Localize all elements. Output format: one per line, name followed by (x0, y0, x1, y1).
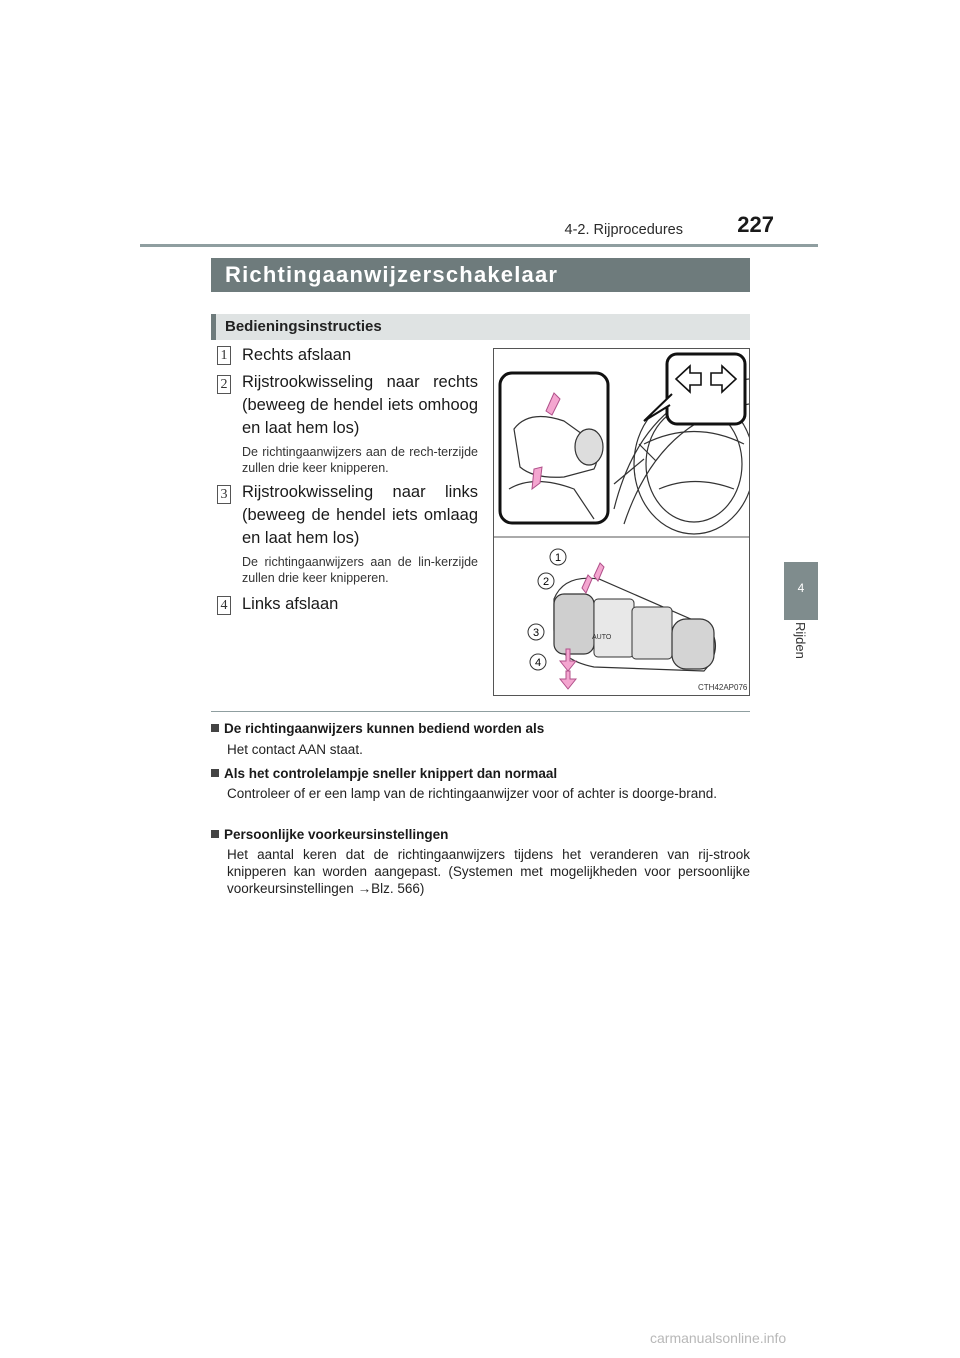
step-number-1: 1 (217, 346, 231, 365)
step-number-2: 2 (217, 375, 231, 394)
turn-lever-illustration (500, 373, 608, 523)
notes-rule (211, 711, 750, 712)
note-body-1: Het contact AAN staat. (227, 742, 363, 757)
step-text-3: Rijstrookwisseling naar links (beweeg de hendel iets omlaag en laat hem los) (242, 483, 478, 547)
step-note-3: De richtingaanwijzers aan de lin-kerzijde zullen drie keer knipperen. (242, 555, 478, 585)
note-heading-3 (211, 827, 750, 842)
chapter-tab: 4 (784, 562, 818, 620)
header-rule (140, 244, 818, 247)
callout-1: 1 (554, 552, 562, 564)
watermark: carmanualsonline.info (650, 1330, 787, 1346)
note-heading-1 (211, 721, 750, 736)
square-bullet-icon (211, 830, 219, 838)
note-heading-2-text: Als het controlelampje sneller knippert dan normaal (224, 766, 558, 781)
chapter-label (792, 622, 812, 682)
step-number-3: 3 (217, 485, 231, 504)
note-body-3: Het aantal keren dat de richtingaanwijzers tijdens het veranderen van rij-strook knipperen kan worden aangepast. (Systemen met mogelijkheden voor persoonlijke voorkeursinstellingen →Blz. 566) (227, 847, 750, 896)
step-text-2: Rijstrookwisseling naar rechts (beweeg de hendel iets omhoog en laat hem los) (242, 373, 478, 437)
light-switch-illustration (554, 563, 715, 689)
lever-figure (493, 348, 750, 696)
figure-code: CTH42AP076 (698, 683, 748, 692)
step-text-1: Rechts afslaan (242, 346, 352, 364)
indicator-bubble (644, 354, 745, 424)
chapter-label-text: Rijden (793, 622, 808, 659)
callout-4: 4 (534, 657, 542, 669)
note-heading-2 (211, 766, 750, 781)
step-text-4: Links afslaan (242, 595, 339, 613)
section-label: 4-2. Rijprocedures (564, 222, 683, 238)
section-subtitle: Bedieningsinstructies (211, 314, 750, 340)
figure-svg (494, 349, 749, 695)
page-title: Richtingaanwijzerschakelaar (211, 258, 750, 292)
square-bullet-icon (211, 769, 219, 777)
note-heading-1-text: De richtingaanwijzers kunnen bediend worden als (224, 721, 545, 736)
note-body-2: Controleer of er een lamp van de richtingaanwijzer voor of achter is doorge-brand. (227, 786, 718, 801)
note-heading-3-text: Persoonlijke voorkeursinstellingen (224, 827, 449, 842)
auto-label: AUTO (592, 634, 612, 641)
page-number: 227 (737, 212, 774, 237)
step-number-4: 4 (217, 596, 231, 615)
step-note-2: De richtingaanwijzers aan de rech-terzijde zullen drie keer knipperen. (242, 445, 478, 475)
square-bullet-icon (211, 724, 219, 732)
callout-3: 3 (532, 627, 540, 639)
callout-2: 2 (542, 576, 550, 588)
